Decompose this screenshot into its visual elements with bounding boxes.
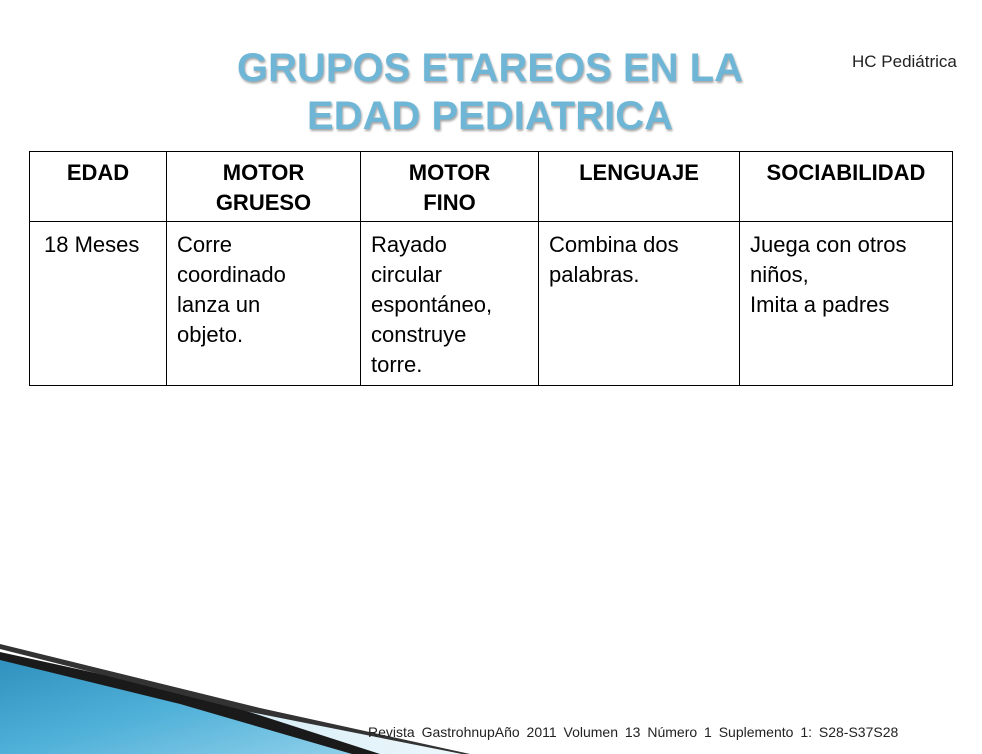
header-line: GRUESO xyxy=(215,190,312,215)
table-header-row xyxy=(30,152,953,222)
cell-motor-fino xyxy=(361,222,539,386)
header-line: EDAD xyxy=(66,160,130,185)
slide-title-line-1: GRUPOS ETAREOS EN LA xyxy=(237,46,743,90)
header-line: MOTOR xyxy=(408,160,491,185)
cell-line: circular xyxy=(371,262,442,287)
header-sociabilidad xyxy=(740,152,953,222)
cell-line: Combina dos xyxy=(549,232,679,257)
header-edad xyxy=(30,152,167,222)
header-line: MOTOR xyxy=(222,160,305,185)
header-line: LENGUAJE xyxy=(579,160,699,185)
age-groups-table xyxy=(29,151,953,386)
cell-line: Juega con otros xyxy=(750,232,907,257)
corner-label: HC Pediátrica xyxy=(852,52,957,71)
cell-line: Imita a padres xyxy=(750,292,890,317)
table-row xyxy=(30,222,953,386)
cell-line: Corre xyxy=(177,232,233,257)
cell-line: espontáneo, xyxy=(371,292,493,317)
slide-title xyxy=(180,44,800,140)
header-motor-grueso xyxy=(167,152,361,222)
cell-sociabilidad xyxy=(740,222,953,386)
header-line: FINO xyxy=(423,190,476,215)
cell-motor-grueso xyxy=(167,222,361,386)
header-line: SOCIABILIDAD xyxy=(766,160,926,185)
header-motor-fino xyxy=(361,152,539,222)
cell-line: objeto. xyxy=(177,322,244,347)
cell-line: lanza un xyxy=(177,292,261,317)
cell-edad xyxy=(30,222,167,386)
header-lenguaje xyxy=(539,152,740,222)
cell-line: Rayado xyxy=(371,232,447,257)
cell-line: torre. xyxy=(371,352,423,377)
cell-line: palabras. xyxy=(549,262,640,287)
cell-line: niños, xyxy=(750,262,809,287)
cell-lenguaje xyxy=(539,222,740,386)
citation-footer: Revista GastrohnupAño 2011 Volumen 13 Número 1 Suplemento 1: S28-S37S28 xyxy=(368,724,899,740)
slide-title-line-2: EDAD PEDIATRICA xyxy=(307,94,673,138)
cell-line: construye xyxy=(371,322,467,347)
cell-line: coordinado xyxy=(177,262,286,287)
cell-line: 18 Meses xyxy=(44,232,140,257)
